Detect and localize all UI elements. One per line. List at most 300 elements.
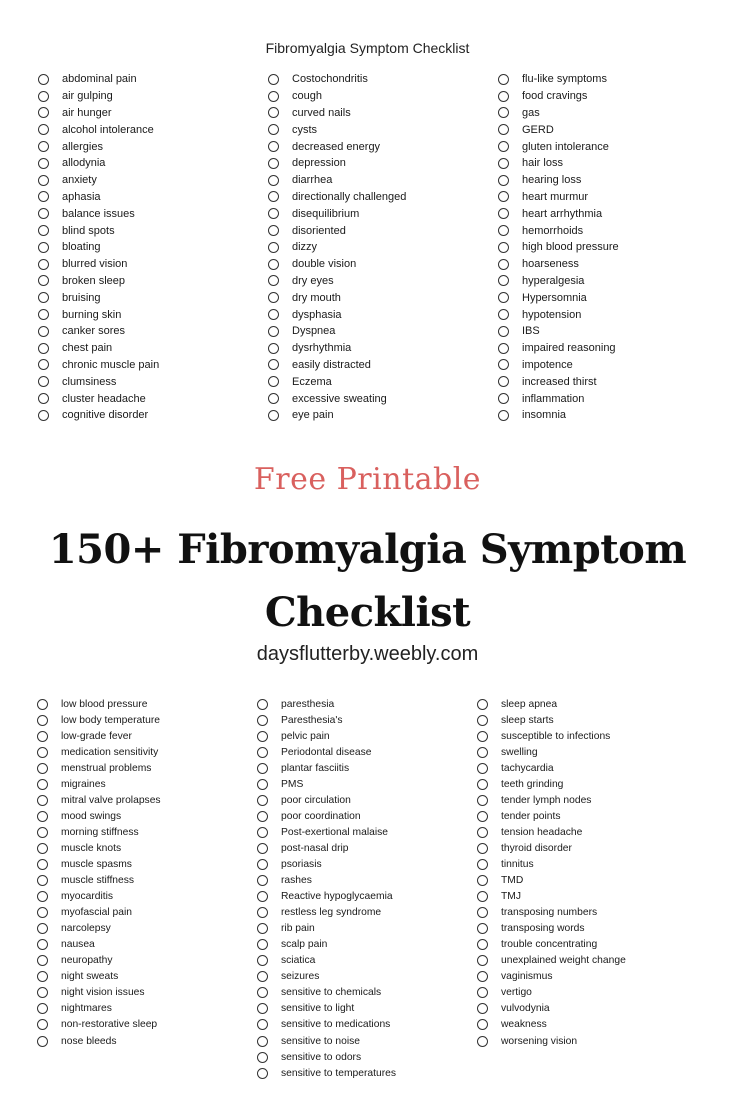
checklist-item-label: alcohol intolerance <box>62 123 154 136</box>
checklist-item-label: mitral valve prolapses <box>61 794 161 806</box>
checklist-item[interactable] <box>37 873 161 889</box>
checklist-item[interactable] <box>498 407 619 424</box>
checklist-item[interactable] <box>38 172 159 189</box>
checkbox-circle-icon[interactable] <box>37 939 48 950</box>
checklist-item[interactable] <box>268 256 406 273</box>
checkbox-circle-icon[interactable] <box>477 891 488 902</box>
checklist-item-label: swelling <box>501 746 538 758</box>
checklist-item[interactable] <box>268 222 406 239</box>
checkbox-circle-icon[interactable] <box>257 715 268 726</box>
checklist-item[interactable] <box>37 921 161 937</box>
checkbox-circle-icon[interactable] <box>498 175 509 186</box>
checkbox-circle-icon[interactable] <box>257 699 268 710</box>
checklist-item[interactable] <box>498 105 619 122</box>
checkbox-circle-icon[interactable] <box>37 811 48 822</box>
checkbox-circle-icon[interactable] <box>37 859 48 870</box>
checkbox-circle-icon[interactable] <box>268 292 279 303</box>
checklist-item[interactable] <box>477 744 626 760</box>
checkbox-circle-icon[interactable] <box>38 208 49 219</box>
checkbox-circle-icon[interactable] <box>38 326 49 337</box>
checklist-item-label: restless leg syndrome <box>281 907 382 919</box>
checklist-item[interactable] <box>477 889 626 905</box>
checklist-item[interactable] <box>257 792 396 808</box>
checklist-item[interactable] <box>37 728 161 744</box>
checklist-item-label: psoriasis <box>281 858 322 870</box>
checklist-item[interactable] <box>268 172 406 189</box>
checklist-item[interactable] <box>38 256 159 273</box>
checkbox-circle-icon[interactable] <box>257 747 268 758</box>
checklist-item-label: GERD <box>522 123 554 136</box>
checkbox-circle-icon[interactable] <box>38 275 49 286</box>
checklist-item[interactable] <box>37 856 161 872</box>
checklist-item[interactable] <box>257 728 396 744</box>
checkbox-circle-icon[interactable] <box>498 107 509 118</box>
checklist-item[interactable] <box>498 273 619 290</box>
checklist-item[interactable] <box>37 824 161 840</box>
checkbox-circle-icon[interactable] <box>268 107 279 118</box>
checklist-item[interactable] <box>38 155 159 172</box>
checklist-item[interactable] <box>38 71 159 88</box>
checkbox-circle-icon[interactable] <box>268 225 279 236</box>
checkbox-circle-icon[interactable] <box>257 1052 268 1063</box>
checklist-item[interactable] <box>257 985 396 1001</box>
checkbox-circle-icon[interactable] <box>477 1036 488 1047</box>
checklist-item-label: hair loss <box>522 157 563 170</box>
checklist-item-label: air hunger <box>62 106 112 119</box>
checkbox-circle-icon[interactable] <box>257 843 268 854</box>
checkbox-circle-icon[interactable] <box>37 715 48 726</box>
checkbox-circle-icon[interactable] <box>498 259 509 270</box>
banner-title-line-1: 150+ Fibromyalgia Symptom <box>48 526 687 573</box>
checklist-item-label: plantar fasciitis <box>281 762 350 774</box>
checkbox-circle-icon[interactable] <box>477 1003 488 1014</box>
checklist-item[interactable] <box>37 840 161 856</box>
checkbox-circle-icon[interactable] <box>37 923 48 934</box>
checklist-item[interactable] <box>257 921 396 937</box>
checklist-item[interactable] <box>498 88 619 105</box>
checklist-item[interactable] <box>38 289 159 306</box>
checkbox-circle-icon[interactable] <box>477 699 488 710</box>
checkbox-circle-icon[interactable] <box>37 875 48 886</box>
checkbox-circle-icon[interactable] <box>477 747 488 758</box>
checkbox-circle-icon[interactable] <box>477 939 488 950</box>
checklist-item[interactable] <box>498 340 619 357</box>
checklist-item[interactable] <box>498 71 619 88</box>
checkbox-circle-icon[interactable] <box>498 275 509 286</box>
checklist-item[interactable] <box>257 808 396 824</box>
checklist-item[interactable] <box>477 712 626 728</box>
checklist-item[interactable] <box>37 985 161 1001</box>
checkbox-circle-icon[interactable] <box>37 907 48 918</box>
checklist-item[interactable] <box>257 824 396 840</box>
checklist-item-label: IBS <box>522 325 540 338</box>
checklist-item-label: vertigo <box>501 987 532 999</box>
checklist-item[interactable] <box>257 1017 396 1033</box>
checklist-item[interactable] <box>268 289 406 306</box>
checkbox-circle-icon[interactable] <box>37 747 48 758</box>
checklist-item[interactable] <box>37 969 161 985</box>
checkbox-circle-icon[interactable] <box>477 843 488 854</box>
checkbox-circle-icon[interactable] <box>257 859 268 870</box>
checkbox-circle-icon[interactable] <box>268 91 279 102</box>
checkbox-circle-icon[interactable] <box>257 987 268 998</box>
checklist-item[interactable] <box>268 323 406 340</box>
checkbox-circle-icon[interactable] <box>498 158 509 169</box>
checkbox-circle-icon[interactable] <box>257 795 268 806</box>
checklist-item[interactable] <box>37 776 161 792</box>
checklist-item[interactable] <box>498 121 619 138</box>
checklist-item[interactable] <box>38 357 159 374</box>
checkbox-circle-icon[interactable] <box>257 907 268 918</box>
checklist-item[interactable] <box>268 340 406 357</box>
checkbox-circle-icon[interactable] <box>38 393 49 404</box>
checkbox-circle-icon[interactable] <box>38 124 49 135</box>
checklist-item[interactable] <box>477 696 626 712</box>
checklist-item-label: medication sensitivity <box>61 746 159 758</box>
checkbox-circle-icon[interactable] <box>498 376 509 387</box>
checklist-item[interactable] <box>37 1001 161 1017</box>
checkbox-circle-icon[interactable] <box>268 208 279 219</box>
checklist-item-label: heart arrhythmia <box>522 207 603 220</box>
checklist-item[interactable] <box>37 696 161 712</box>
checklist-item-label: tender lymph nodes <box>501 794 592 806</box>
checklist-column-bottom-2 <box>257 696 396 1081</box>
checkbox-circle-icon[interactable] <box>477 715 488 726</box>
checklist-item[interactable] <box>498 306 619 323</box>
checkbox-circle-icon[interactable] <box>477 811 488 822</box>
checklist-item[interactable] <box>257 696 396 712</box>
checkbox-circle-icon[interactable] <box>477 763 488 774</box>
checkbox-circle-icon[interactable] <box>37 843 48 854</box>
checklist-item[interactable] <box>268 306 406 323</box>
checkbox-circle-icon[interactable] <box>257 763 268 774</box>
checkbox-circle-icon[interactable] <box>37 1003 48 1014</box>
checklist-item[interactable] <box>498 289 619 306</box>
checklist-item[interactable] <box>37 808 161 824</box>
checkbox-circle-icon[interactable] <box>268 343 279 354</box>
checklist-item-label: tachycardia <box>501 762 554 774</box>
checkbox-circle-icon[interactable] <box>268 393 279 404</box>
checklist-item[interactable] <box>37 1033 161 1049</box>
checkbox-circle-icon[interactable] <box>257 1068 268 1079</box>
checkbox-circle-icon[interactable] <box>38 410 49 421</box>
checklist-item[interactable] <box>38 205 159 222</box>
checklist-item[interactable] <box>477 905 626 921</box>
checklist-item-label: cognitive disorder <box>62 409 149 422</box>
checkbox-circle-icon[interactable] <box>37 891 48 902</box>
checklist-item[interactable] <box>38 138 159 155</box>
checklist-item-label: muscle spasms <box>61 858 132 870</box>
checklist-item[interactable] <box>257 969 396 985</box>
checklist-item[interactable] <box>477 985 626 1001</box>
checkbox-circle-icon[interactable] <box>477 1019 488 1030</box>
checkbox-circle-icon[interactable] <box>477 859 488 870</box>
checklist-item[interactable] <box>477 1017 626 1033</box>
checklist-item-label: eye pain <box>292 409 334 422</box>
checklist-item[interactable] <box>257 760 396 776</box>
checkbox-circle-icon[interactable] <box>477 875 488 886</box>
checkbox-circle-icon[interactable] <box>477 779 488 790</box>
checkbox-circle-icon[interactable] <box>37 699 48 710</box>
checklist-item-label: scalp pain <box>281 939 328 951</box>
checklist-item[interactable] <box>38 373 159 390</box>
checklist-item[interactable] <box>257 1033 396 1049</box>
checklist-item-label: diarrhea <box>292 174 333 187</box>
checkbox-circle-icon[interactable] <box>268 191 279 202</box>
checkbox-circle-icon[interactable] <box>38 191 49 202</box>
checkbox-circle-icon[interactable] <box>268 242 279 253</box>
checklist-item[interactable] <box>38 390 159 407</box>
checkbox-circle-icon[interactable] <box>38 225 49 236</box>
checkbox-circle-icon[interactable] <box>498 326 509 337</box>
checklist-item[interactable] <box>477 840 626 856</box>
checklist-item[interactable] <box>268 88 406 105</box>
checklist-item[interactable] <box>498 222 619 239</box>
checklist-item[interactable] <box>498 256 619 273</box>
checkbox-circle-icon[interactable] <box>38 107 49 118</box>
checkbox-circle-icon[interactable] <box>268 124 279 135</box>
checklist-item[interactable] <box>38 273 159 290</box>
checklist-item-label: abdominal pain <box>62 73 137 86</box>
checklist-item-label: susceptible to infections <box>501 730 611 742</box>
checklist-item[interactable] <box>38 189 159 206</box>
checklist-item[interactable] <box>38 88 159 105</box>
checkbox-circle-icon[interactable] <box>37 1019 48 1030</box>
checklist-item-label: non-restorative sleep <box>61 1019 158 1031</box>
checklist-item[interactable] <box>38 239 159 256</box>
checklist-item-label: nose bleeds <box>61 1035 117 1047</box>
checkbox-circle-icon[interactable] <box>498 343 509 354</box>
checklist-item[interactable] <box>268 273 406 290</box>
checklist-item[interactable] <box>37 760 161 776</box>
checklist-item[interactable] <box>38 105 159 122</box>
checklist-item[interactable] <box>37 744 161 760</box>
checklist-item[interactable] <box>498 138 619 155</box>
checkbox-circle-icon[interactable] <box>498 309 509 320</box>
checklist-item-label: aphasia <box>62 190 101 203</box>
checklist-item[interactable] <box>498 390 619 407</box>
banner-subtitle: Free Printable <box>253 462 482 497</box>
checkbox-circle-icon[interactable] <box>37 987 48 998</box>
checklist-item[interactable] <box>477 921 626 937</box>
checkbox-circle-icon[interactable] <box>477 795 488 806</box>
checklist-item[interactable] <box>38 407 159 424</box>
checkbox-circle-icon[interactable] <box>257 923 268 934</box>
checkbox-circle-icon[interactable] <box>268 141 279 152</box>
checkbox-circle-icon[interactable] <box>268 158 279 169</box>
checklist-item[interactable] <box>37 1017 161 1033</box>
checkbox-circle-icon[interactable] <box>498 208 509 219</box>
checklist-item[interactable] <box>477 953 626 969</box>
checklist-item[interactable] <box>477 792 626 808</box>
checklist-item-label: poor coordination <box>281 810 361 822</box>
checkbox-circle-icon[interactable] <box>257 779 268 790</box>
checklist-item[interactable] <box>268 105 406 122</box>
checkbox-circle-icon[interactable] <box>268 410 279 421</box>
checkbox-circle-icon[interactable] <box>268 359 279 370</box>
checkbox-circle-icon[interactable] <box>257 971 268 982</box>
checklist-item[interactable] <box>268 357 406 374</box>
checklist-item-label: burning skin <box>62 308 122 321</box>
checklist-item[interactable] <box>37 889 161 905</box>
checklist-item[interactable] <box>38 121 159 138</box>
checklist-item[interactable] <box>257 873 396 889</box>
checkbox-circle-icon[interactable] <box>268 74 279 85</box>
checklist-item[interactable] <box>268 205 406 222</box>
checklist-item[interactable] <box>257 856 396 872</box>
checkbox-circle-icon[interactable] <box>498 292 509 303</box>
checkbox-circle-icon[interactable] <box>477 731 488 742</box>
checklist-item[interactable] <box>268 189 406 206</box>
checkbox-circle-icon[interactable] <box>37 779 48 790</box>
checkbox-circle-icon[interactable] <box>257 811 268 822</box>
checkbox-circle-icon[interactable] <box>38 292 49 303</box>
checklist-item[interactable] <box>477 873 626 889</box>
checklist-item[interactable] <box>498 357 619 374</box>
checklist-item[interactable] <box>268 71 406 88</box>
checkbox-circle-icon[interactable] <box>498 74 509 85</box>
checklist-item[interactable] <box>257 712 396 728</box>
checklist-item[interactable] <box>268 138 406 155</box>
checklist-item[interactable] <box>37 937 161 953</box>
checkbox-circle-icon[interactable] <box>38 359 49 370</box>
checklist-item[interactable] <box>257 1049 396 1065</box>
checklist-item[interactable] <box>37 712 161 728</box>
checklist-item[interactable] <box>477 776 626 792</box>
checkbox-circle-icon[interactable] <box>498 225 509 236</box>
checkbox-circle-icon[interactable] <box>498 141 509 152</box>
checklist-item[interactable] <box>477 1033 626 1049</box>
checklist-item[interactable] <box>257 889 396 905</box>
checklist-item[interactable] <box>477 824 626 840</box>
checklist-item[interactable] <box>268 390 406 407</box>
checklist-item[interactable] <box>37 792 161 808</box>
checkbox-circle-icon[interactable] <box>257 827 268 838</box>
checkbox-circle-icon[interactable] <box>257 1003 268 1014</box>
checkbox-circle-icon[interactable] <box>38 175 49 186</box>
checklist-item[interactable] <box>257 744 396 760</box>
checkbox-circle-icon[interactable] <box>268 175 279 186</box>
checkbox-circle-icon[interactable] <box>477 955 488 966</box>
checkbox-circle-icon[interactable] <box>257 1036 268 1047</box>
checklist-item[interactable] <box>477 937 626 953</box>
checklist-item[interactable] <box>268 239 406 256</box>
checklist-item[interactable] <box>38 306 159 323</box>
checkbox-circle-icon[interactable] <box>498 191 509 202</box>
checklist-item[interactable] <box>498 239 619 256</box>
checklist-item[interactable] <box>38 222 159 239</box>
checkbox-circle-icon[interactable] <box>38 259 49 270</box>
checklist-item[interactable] <box>498 205 619 222</box>
checkbox-circle-icon[interactable] <box>477 971 488 982</box>
checkbox-circle-icon[interactable] <box>257 939 268 950</box>
checkbox-circle-icon[interactable] <box>38 158 49 169</box>
checklist-item-label: low blood pressure <box>61 698 148 710</box>
checklist-item[interactable] <box>257 776 396 792</box>
checklist-item[interactable] <box>477 808 626 824</box>
checkbox-circle-icon[interactable] <box>268 275 279 286</box>
checklist-item[interactable] <box>477 969 626 985</box>
checklist-item[interactable] <box>268 121 406 138</box>
checklist-item-label: flu-like symptoms <box>522 73 607 86</box>
checklist-item-label: cough <box>292 90 322 103</box>
checklist-item-label: myofascial pain <box>61 907 132 919</box>
checklist-item[interactable] <box>498 172 619 189</box>
checkbox-circle-icon[interactable] <box>498 242 509 253</box>
checkbox-circle-icon[interactable] <box>477 923 488 934</box>
checklist-item[interactable] <box>498 323 619 340</box>
checkbox-circle-icon[interactable] <box>38 343 49 354</box>
checklist-item[interactable] <box>38 340 159 357</box>
checkbox-circle-icon[interactable] <box>257 891 268 902</box>
checklist-item-label: sciatica <box>281 955 316 967</box>
checkbox-circle-icon[interactable] <box>268 376 279 387</box>
checkbox-circle-icon[interactable] <box>37 971 48 982</box>
checklist-item-label: allodynia <box>62 157 106 170</box>
checklist-item[interactable] <box>498 189 619 206</box>
checklist-item[interactable] <box>257 1001 396 1017</box>
checkbox-circle-icon[interactable] <box>257 1019 268 1030</box>
checkbox-circle-icon[interactable] <box>477 987 488 998</box>
checkbox-circle-icon[interactable] <box>268 309 279 320</box>
checkbox-circle-icon[interactable] <box>477 827 488 838</box>
checkbox-circle-icon[interactable] <box>38 242 49 253</box>
checkbox-circle-icon[interactable] <box>498 410 509 421</box>
checklist-item[interactable] <box>38 323 159 340</box>
checklist-item[interactable] <box>498 373 619 390</box>
checklist-item[interactable] <box>257 840 396 856</box>
checkbox-circle-icon[interactable] <box>38 376 49 387</box>
checkbox-circle-icon[interactable] <box>37 763 48 774</box>
checkbox-circle-icon[interactable] <box>37 731 48 742</box>
page-title: Fibromyalgia Symptom Checklist <box>265 40 470 56</box>
checkbox-circle-icon[interactable] <box>477 907 488 918</box>
checkbox-circle-icon[interactable] <box>37 1036 48 1047</box>
checkbox-circle-icon[interactable] <box>257 731 268 742</box>
checklist-item[interactable] <box>257 937 396 953</box>
checkbox-circle-icon[interactable] <box>498 124 509 135</box>
checkbox-circle-icon[interactable] <box>268 326 279 337</box>
checklist-item[interactable] <box>37 953 161 969</box>
checkbox-circle-icon[interactable] <box>37 955 48 966</box>
checkbox-circle-icon[interactable] <box>498 359 509 370</box>
checkbox-circle-icon[interactable] <box>38 141 49 152</box>
checkbox-circle-icon[interactable] <box>498 91 509 102</box>
checklist-item[interactable] <box>37 905 161 921</box>
checklist-item-label: decreased energy <box>292 140 381 153</box>
checkbox-circle-icon[interactable] <box>257 955 268 966</box>
checklist-item[interactable] <box>257 1065 396 1081</box>
checkbox-circle-icon[interactable] <box>268 259 279 270</box>
checklist-item[interactable] <box>477 1001 626 1017</box>
checklist-item[interactable] <box>257 953 396 969</box>
checklist-item[interactable] <box>268 407 406 424</box>
checkbox-circle-icon[interactable] <box>37 795 48 806</box>
checkbox-circle-icon[interactable] <box>38 309 49 320</box>
checklist-item[interactable] <box>268 373 406 390</box>
checklist-item[interactable] <box>268 155 406 172</box>
checklist-item[interactable] <box>477 728 626 744</box>
checklist-item[interactable] <box>257 905 396 921</box>
checklist-item[interactable] <box>498 155 619 172</box>
checklist-item[interactable] <box>477 856 626 872</box>
checkbox-circle-icon[interactable] <box>38 91 49 102</box>
checklist-item[interactable] <box>477 760 626 776</box>
checkbox-circle-icon[interactable] <box>257 875 268 886</box>
checkbox-circle-icon[interactable] <box>498 393 509 404</box>
checkbox-circle-icon[interactable] <box>38 74 49 85</box>
checkbox-circle-icon[interactable] <box>37 827 48 838</box>
